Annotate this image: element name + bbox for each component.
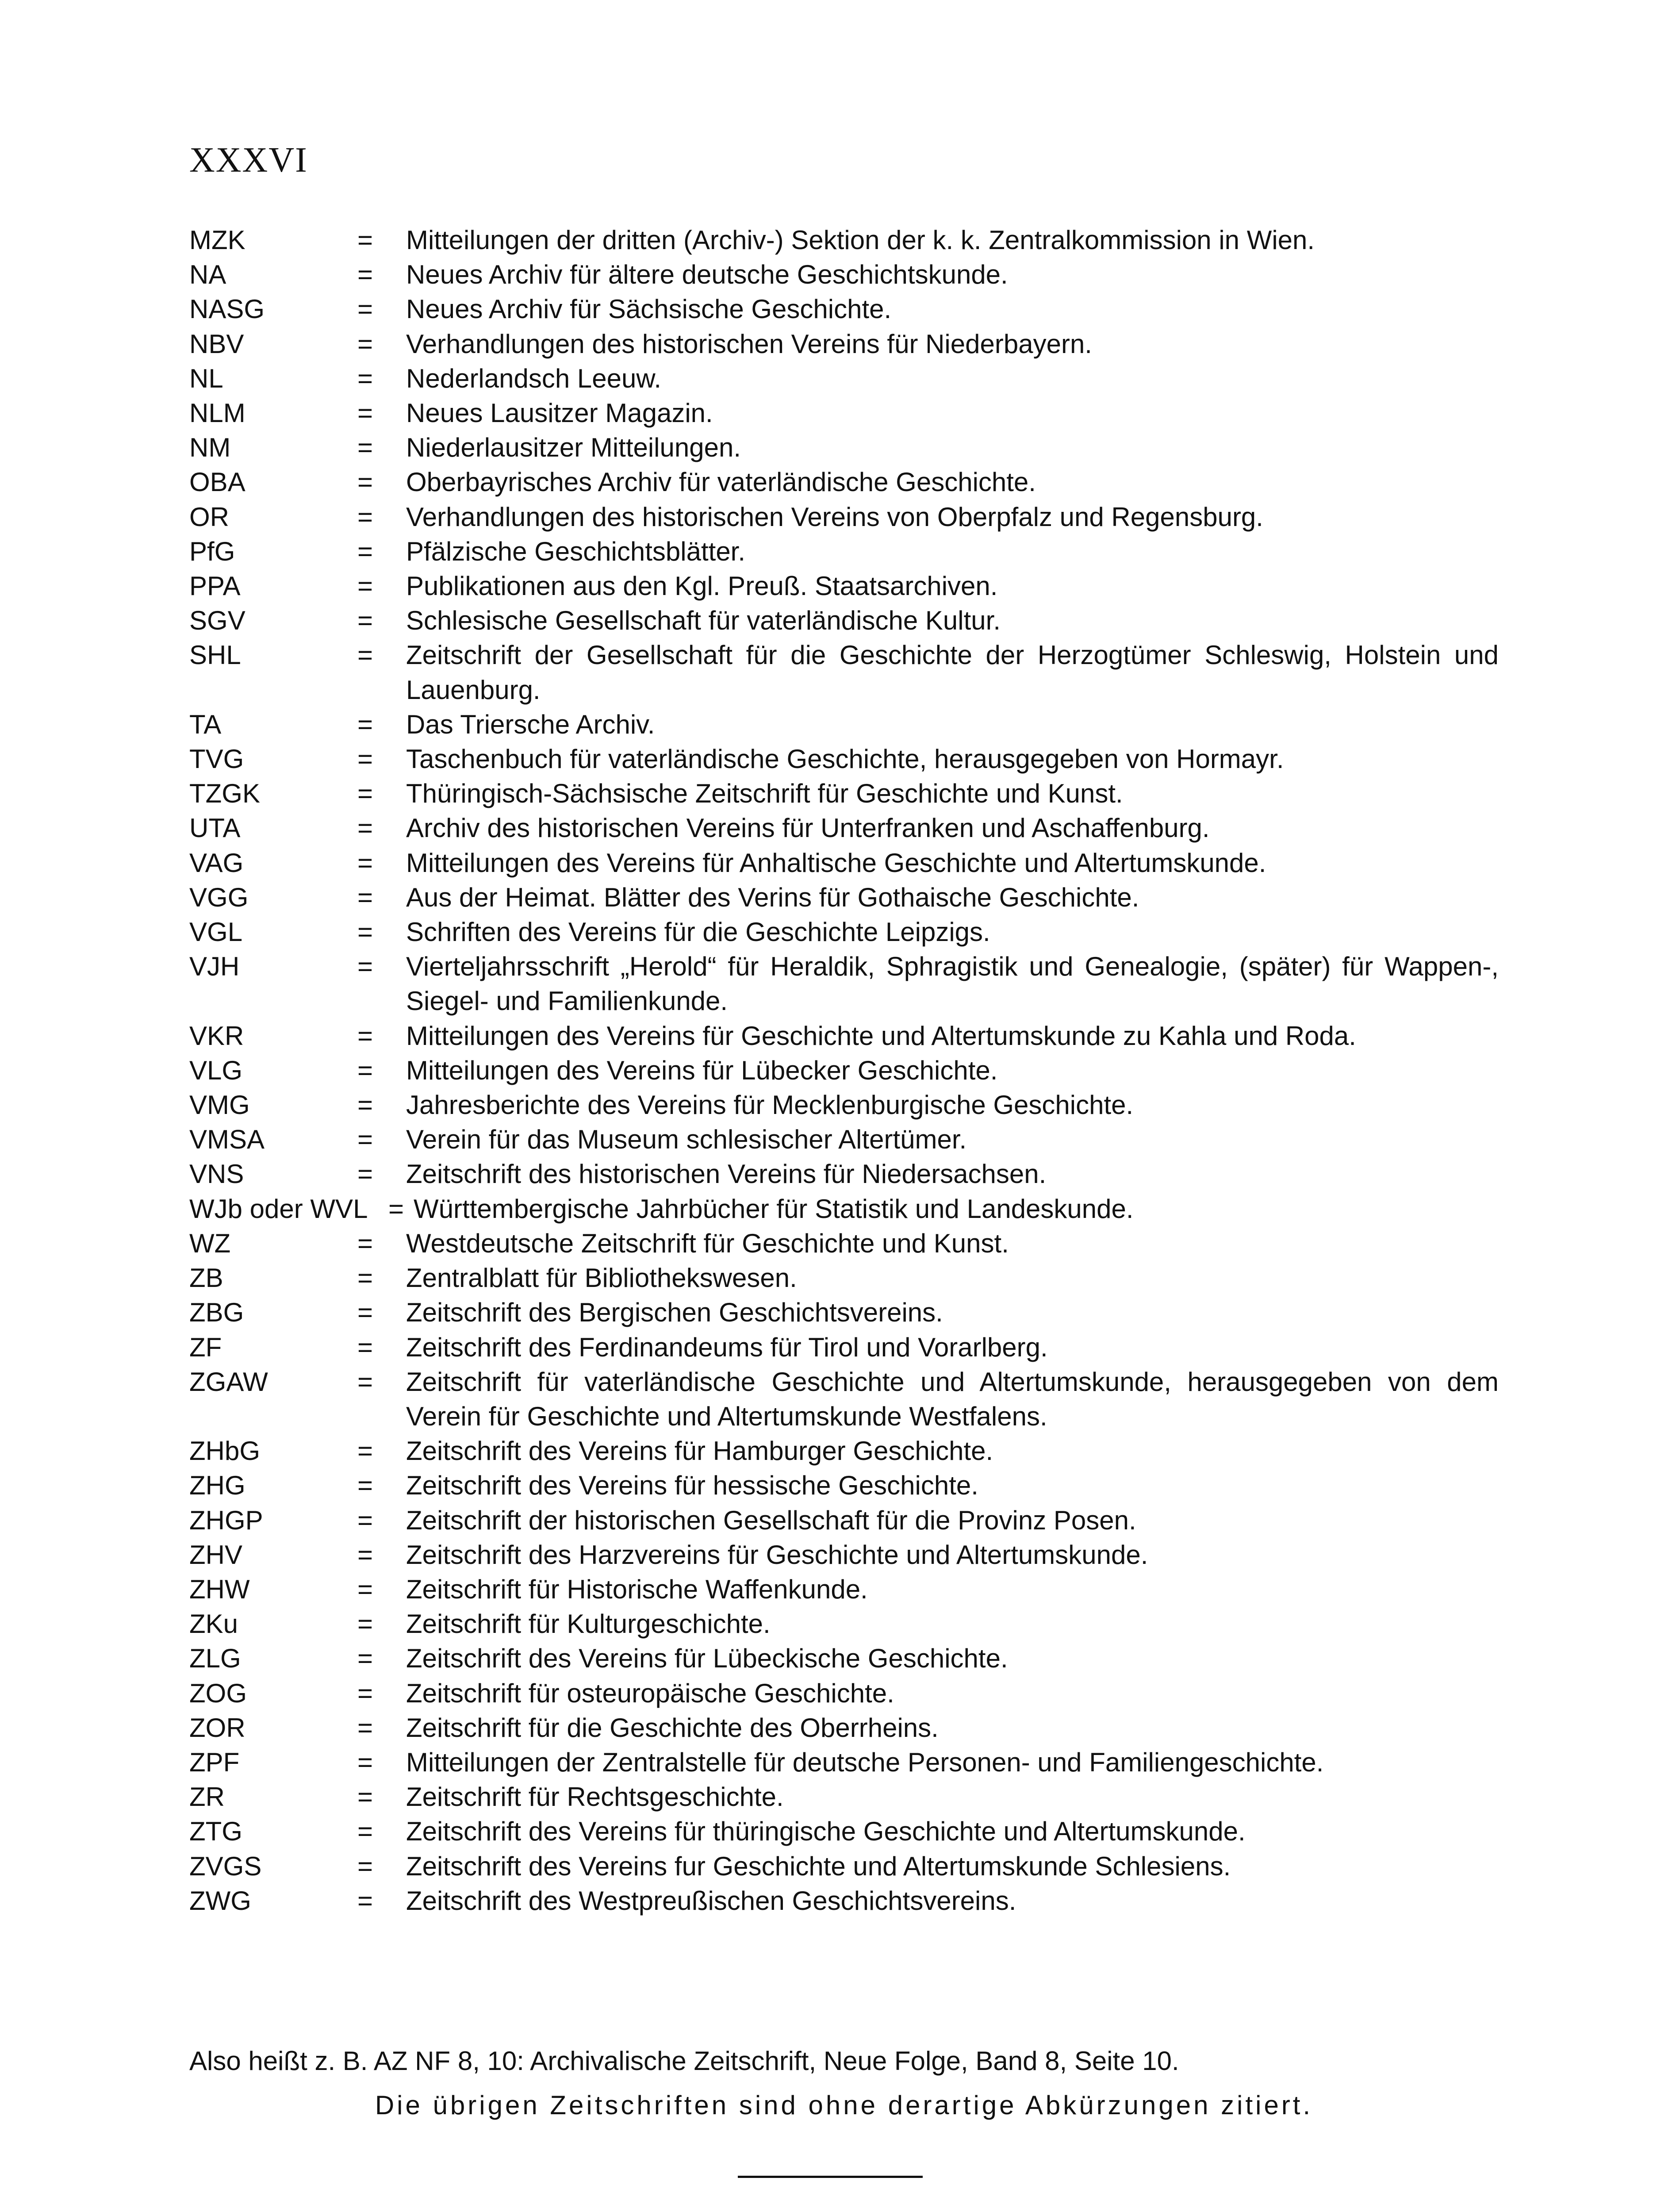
- abbreviation-code: ZHW: [189, 1574, 250, 1604]
- abbreviation-code: VJH: [189, 952, 240, 982]
- abbreviation-definition: Zeitschrift des Harzvereins für Geschichte und Altertumskunde.: [406, 1540, 1148, 1570]
- equals-sign: =: [357, 1678, 373, 1708]
- abbreviation-code: ZBG: [189, 1298, 244, 1328]
- abbreviation-entry: [189, 1468, 1499, 1503]
- equals-sign: =: [357, 1228, 373, 1258]
- abbreviation-definition: Zeitschrift für vaterländische Geschichte und Altertumskunde, herausgegeben von dem Verein für Geschichte und Altertumskunde Westfalens.: [406, 1367, 1499, 1431]
- abbreviation-entry: [189, 949, 1499, 1018]
- abbreviation-definition: Schlesische Gesellschaft für vaterländische Kultur.: [406, 606, 1001, 636]
- abbreviation-code: VMSA: [189, 1125, 265, 1155]
- abbreviation-code: TVG: [189, 744, 244, 774]
- abbreviation-definition: Vierteljahrsschrift „Herold“ für Heraldik, Sphragistik und Genealogie, (später) für Wappen-, Siegel- und Familienkunde.: [406, 952, 1499, 1016]
- abbreviation-code: ZOG: [189, 1678, 247, 1708]
- example-note: Also heißt z. B. AZ NF 8, 10: Archivalische Zeitschrift, Neue Folge, Band 8, Seite 10.: [189, 2046, 1179, 2076]
- abbreviation-entry: [189, 1538, 1499, 1572]
- abbreviation-definition: Verhandlungen des historischen Vereins für Niederbayern.: [406, 329, 1092, 359]
- abbreviation-code: TZGK: [189, 779, 260, 809]
- abbreviation-definition: Zeitschrift der historischen Gesellschaft für die Provinz Posen.: [406, 1505, 1136, 1535]
- abbreviation-definition: Aus der Heimat. Blätter des Verins für Gothaische Geschichte.: [406, 882, 1139, 912]
- abbreviation-entry: [189, 1641, 1499, 1676]
- equals-sign: =: [357, 329, 373, 359]
- abbreviation-entry: [189, 1295, 1499, 1330]
- abbreviation-code: NA: [189, 260, 226, 290]
- equals-sign: =: [357, 467, 373, 497]
- equals-sign: =: [357, 709, 373, 739]
- abbreviation-definition: Archiv des historischen Vereins für Unterfranken und Aschaffenburg.: [406, 813, 1210, 843]
- equals-sign: =: [357, 917, 373, 947]
- abbreviation-entry: [189, 811, 1499, 845]
- equals-sign: =: [357, 433, 373, 463]
- abbreviation-entry: [189, 1053, 1499, 1088]
- abbreviation-entry: [189, 534, 1499, 569]
- abbreviation-code: ZF: [189, 1332, 222, 1362]
- section-divider: [738, 2176, 923, 2178]
- abbreviation-definition: Zeitschrift des Vereins für hessische Geschichte.: [406, 1471, 978, 1501]
- abbreviation-entry: [189, 223, 1499, 257]
- abbreviation-entry: [189, 1261, 1499, 1295]
- abbreviation-definition: Publikationen aus den Kgl. Preuß. Staatsarchiven.: [406, 571, 998, 601]
- abbreviation-code: ZWG: [189, 1886, 251, 1916]
- equals-sign: =: [357, 744, 373, 774]
- abbreviation-code: ZOR: [189, 1713, 245, 1743]
- abbreviation-entry: [189, 569, 1499, 603]
- abbreviation-code: PPA: [189, 571, 241, 601]
- abbreviation-entry: [189, 1711, 1499, 1745]
- abbreviation-entry: [189, 742, 1499, 776]
- abbreviation-definition: Pfälzische Geschichtsblätter.: [406, 536, 746, 566]
- abbreviation-code: VAG: [189, 848, 244, 878]
- abbreviation-entry: [189, 430, 1499, 465]
- abbreviation-code: VLG: [189, 1055, 243, 1085]
- abbreviation-code: UTA: [189, 813, 241, 843]
- abbreviation-definition: Zeitschrift des historischen Vereins für Niedersachsen.: [406, 1159, 1047, 1189]
- abbreviation-definition: Zeitschrift für Historische Waffenkunde.: [406, 1574, 868, 1604]
- equals-sign: =: [357, 1644, 373, 1674]
- abbreviation-code: VGL: [189, 917, 243, 947]
- equals-sign: =: [357, 882, 373, 912]
- abbreviation-code: NBV: [189, 329, 244, 359]
- abbreviation-definition: Neues Archiv für ältere deutsche Geschichtskunde.: [406, 260, 1008, 290]
- abbreviation-definition: Württembergische Jahrbücher für Statistik und Landeskunde.: [414, 1194, 1134, 1224]
- abbreviation-code: ZHGP: [189, 1505, 263, 1535]
- abbreviation-code: ZPF: [189, 1747, 240, 1777]
- abbreviation-definition: Zeitschrift des Vereins für Hamburger Geschichte.: [406, 1436, 993, 1466]
- abbreviation-entry: [189, 846, 1499, 880]
- abbreviation-code: VNS: [189, 1159, 244, 1189]
- abbreviation-definition: Neues Archiv für Sächsische Geschichte.: [406, 294, 892, 324]
- abbreviation-definition: Zeitschrift für osteuropäische Geschichte.: [406, 1678, 894, 1708]
- equals-sign: =: [357, 398, 373, 428]
- abbreviation-entry: [189, 1780, 1499, 1814]
- abbreviation-definition: Zeitschrift des Vereins für thüringische Geschichte und Altertumskunde.: [406, 1816, 1246, 1847]
- abbreviation-definition: Zeitschrift des Ferdinandeums für Tirol und Vorarlberg.: [406, 1332, 1048, 1362]
- abbreviation-code: ZHG: [189, 1471, 245, 1501]
- equals-sign: =: [388, 1194, 404, 1224]
- abbreviation-definition: Schriften des Vereins für die Geschichte Leipzigs.: [406, 917, 990, 947]
- abbreviation-list: [189, 223, 1499, 1918]
- equals-sign: =: [357, 1055, 373, 1085]
- abbreviation-code: WJb oder WVL: [189, 1194, 368, 1224]
- abbreviation-code: WZ: [189, 1228, 231, 1258]
- equals-sign: =: [357, 1090, 373, 1120]
- abbreviation-definition: Mitteilungen der Zentralstelle für deutsche Personen- und Familiengeschichte.: [406, 1747, 1324, 1777]
- equals-sign: =: [357, 1851, 373, 1881]
- abbreviation-code: SGV: [189, 606, 245, 636]
- abbreviation-entry: [189, 1365, 1499, 1434]
- equals-sign: =: [357, 536, 373, 566]
- abbreviation-entry: [189, 1572, 1499, 1607]
- equals-sign: =: [357, 294, 373, 324]
- abbreviation-definition: Verein für das Museum schlesischer Altertümer.: [406, 1125, 967, 1155]
- abbreviation-code: NASG: [189, 294, 265, 324]
- equals-sign: =: [357, 1713, 373, 1743]
- abbreviation-entry: [189, 1122, 1499, 1157]
- abbreviation-entry: [189, 707, 1499, 742]
- abbreviation-definition: Jahresberichte des Vereins für Mecklenburgische Geschichte.: [406, 1090, 1134, 1120]
- abbreviation-code: ZLG: [189, 1644, 241, 1674]
- abbreviation-definition: Zeitschrift der Gesellschaft für die Geschichte der Herzogtümer Schleswig, Holstein und Lauenburg.: [406, 640, 1499, 705]
- abbreviation-code: NM: [189, 433, 231, 463]
- abbreviation-entry: [189, 1434, 1499, 1468]
- abbreviation-definition: Das Triersche Archiv.: [406, 709, 655, 739]
- abbreviation-definition: Mitteilungen des Vereins für Geschichte und Altertumskunde zu Kahla und Roda.: [406, 1021, 1356, 1051]
- equals-sign: =: [357, 952, 373, 982]
- equals-sign: =: [357, 1021, 373, 1051]
- equals-sign: =: [357, 1332, 373, 1362]
- abbreviation-definition: Nederlandsch Leeuw.: [406, 363, 662, 393]
- abbreviation-definition: Westdeutsche Zeitschrift für Geschichte und Kunst.: [406, 1228, 1009, 1258]
- abbreviation-definition: Zeitschrift für die Geschichte des Oberrheins.: [406, 1713, 939, 1743]
- abbreviation-code: OBA: [189, 467, 245, 497]
- abbreviation-code: MZK: [189, 225, 245, 255]
- abbreviation-code: ZTG: [189, 1816, 242, 1847]
- abbreviation-entry: [189, 327, 1499, 361]
- equals-sign: =: [357, 1367, 373, 1397]
- abbreviation-entry: [189, 1330, 1499, 1365]
- equals-sign: =: [357, 1782, 373, 1812]
- abbreviation-definition: Zeitschrift für Rechtsgeschichte.: [406, 1782, 784, 1812]
- equals-sign: =: [357, 779, 373, 809]
- abbreviation-code: ZR: [189, 1782, 225, 1812]
- abbreviation-code: VKR: [189, 1021, 244, 1051]
- abbreviation-entry: [189, 257, 1499, 292]
- abbreviation-entry: [189, 1814, 1499, 1849]
- abbreviation-code: SHL: [189, 640, 241, 670]
- abbreviation-definition: Zeitschrift des Vereins fur Geschichte und Altertumskunde Schlesiens.: [406, 1851, 1231, 1881]
- equals-sign: =: [357, 1298, 373, 1328]
- abbreviation-entry: [189, 1745, 1499, 1780]
- equals-sign: =: [357, 1125, 373, 1155]
- abbreviation-entry: [189, 500, 1499, 534]
- equals-sign: =: [357, 1816, 373, 1847]
- equals-sign: =: [357, 571, 373, 601]
- equals-sign: =: [357, 1263, 373, 1293]
- abbreviation-entry: [189, 1019, 1499, 1053]
- abbreviation-entry: [189, 1157, 1499, 1191]
- abbreviation-code: ZHV: [189, 1540, 242, 1570]
- equals-sign: =: [357, 1886, 373, 1916]
- abbreviation-entry: [189, 1192, 1499, 1226]
- abbreviation-entry: [189, 1088, 1499, 1122]
- abbreviation-code: ZKu: [189, 1609, 238, 1639]
- page-number: XXXVI: [189, 141, 308, 180]
- equals-sign: =: [357, 225, 373, 255]
- abbreviation-definition: Verhandlungen des historischen Vereins von Oberpfalz und Regensburg.: [406, 502, 1263, 532]
- abbreviation-definition: Niederlausitzer Mitteilungen.: [406, 433, 741, 463]
- equals-sign: =: [357, 1747, 373, 1777]
- abbreviation-code: VMG: [189, 1090, 250, 1120]
- abbreviation-code: OR: [189, 502, 229, 532]
- abbreviation-definition: Zeitschrift für Kulturgeschichte.: [406, 1609, 771, 1639]
- abbreviation-entry: [189, 1607, 1499, 1641]
- abbreviation-entry: [189, 638, 1499, 707]
- abbreviation-definition: Thüringisch-Sächsische Zeitschrift für Geschichte und Kunst.: [406, 779, 1123, 809]
- abbreviation-definition: Taschenbuch für vaterländische Geschichte, herausgegeben von Hormayr.: [406, 744, 1284, 774]
- equals-sign: =: [357, 1540, 373, 1570]
- equals-sign: =: [357, 260, 373, 290]
- equals-sign: =: [357, 606, 373, 636]
- equals-sign: =: [357, 1471, 373, 1501]
- equals-sign: =: [357, 848, 373, 878]
- abbreviation-entry: [189, 776, 1499, 811]
- abbreviation-code: VGG: [189, 882, 249, 912]
- abbreviation-entry: [189, 1849, 1499, 1884]
- abbreviation-entry: [189, 396, 1499, 430]
- equals-sign: =: [357, 1436, 373, 1466]
- equals-sign: =: [357, 813, 373, 843]
- abbreviation-definition-wrapper: [388, 1192, 1499, 1226]
- abbreviation-entry: [189, 1676, 1499, 1711]
- abbreviation-code: ZHbG: [189, 1436, 261, 1466]
- abbreviation-code: ZB: [189, 1263, 223, 1293]
- equals-sign: =: [357, 502, 373, 532]
- abbreviation-entry: [189, 1226, 1499, 1261]
- abbreviation-definition: Zeitschrift des Westpreußischen Geschichtsvereins.: [406, 1886, 1016, 1916]
- abbreviation-code: PfG: [189, 536, 235, 566]
- abbreviation-entry: [189, 603, 1499, 638]
- abbreviation-definition: Mitteilungen des Vereins für Anhaltische Geschichte und Altertumskunde.: [406, 848, 1266, 878]
- abbreviation-code: NLM: [189, 398, 245, 428]
- equals-sign: =: [357, 363, 373, 393]
- abbreviation-definition: Zentralblatt für Bibliothekswesen.: [406, 1263, 797, 1293]
- equals-sign: =: [357, 1574, 373, 1604]
- abbreviation-entry: [189, 915, 1499, 949]
- abbreviation-code: TA: [189, 709, 222, 739]
- abbreviation-definition: Mitteilungen des Vereins für Lübecker Geschichte.: [406, 1055, 998, 1085]
- abbreviation-entry: [189, 361, 1499, 396]
- abbreviation-code: ZGAW: [189, 1367, 268, 1397]
- abbreviation-entry: [189, 465, 1499, 499]
- equals-sign: =: [357, 1609, 373, 1639]
- abbreviation-entry: [189, 292, 1499, 326]
- abbreviation-definition: Neues Lausitzer Magazin.: [406, 398, 713, 428]
- equals-sign: =: [357, 1159, 373, 1189]
- abbreviation-entry: [189, 1884, 1499, 1918]
- abbreviation-definition: Zeitschrift des Bergischen Geschichtsvereins.: [406, 1298, 943, 1328]
- closing-note: Die übrigen Zeitschriften sind ohne derartige Abkürzungen zitiert.: [375, 2090, 1313, 2120]
- abbreviation-entry: [189, 1503, 1499, 1538]
- abbreviation-definition: Oberbayrisches Archiv für vaterländische Geschichte.: [406, 467, 1036, 497]
- abbreviation-definition: Zeitschrift des Vereins für Lübeckische Geschichte.: [406, 1644, 1008, 1674]
- equals-sign: =: [357, 1505, 373, 1535]
- abbreviation-entry: [189, 880, 1499, 915]
- abbreviation-definition: Mitteilungen der dritten (Archiv-) Sektion der k. k. Zentralkommission in Wien.: [406, 225, 1315, 255]
- equals-sign: =: [357, 640, 373, 670]
- abbreviation-code: NL: [189, 363, 223, 393]
- abbreviation-code: ZVGS: [189, 1851, 262, 1881]
